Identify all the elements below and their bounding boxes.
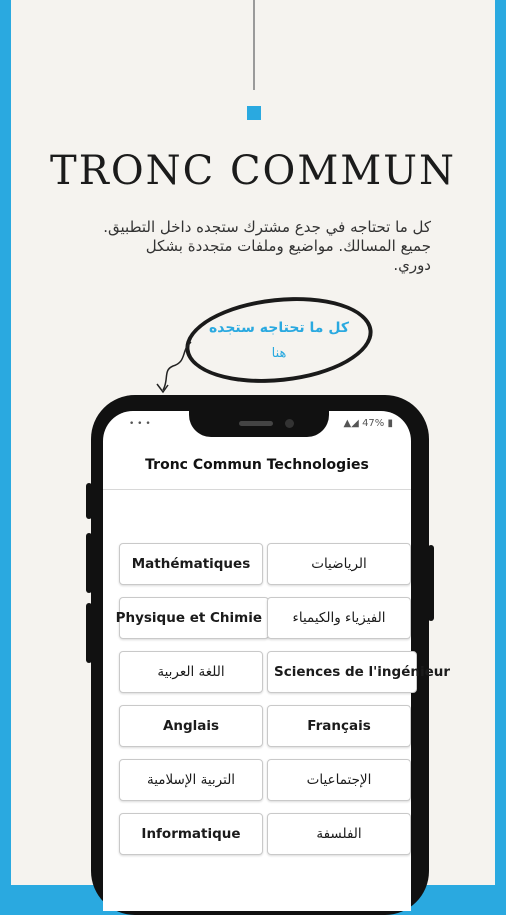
power-button [428, 545, 434, 621]
subject-row [103, 759, 411, 813]
subject-button-physics-ar[interactable]: الفيزياء والكيمياء [267, 597, 411, 639]
decorative-line [253, 0, 255, 90]
status-notifications: • • • [129, 419, 151, 429]
callout-bubble [181, 288, 377, 391]
subject-button-islamic[interactable]: التربية الإسلامية [119, 759, 263, 801]
headline: TRONC COMMUN [50, 148, 456, 194]
app-title: Tronc Commun Technologies [103, 441, 411, 490]
subject-row [103, 651, 451, 705]
battery-icon: ▮ [387, 418, 393, 429]
signal-icon: ▲◢ [343, 418, 359, 429]
battery-percent: 47% [362, 418, 385, 429]
subject-row [103, 813, 411, 867]
camera-icon [285, 419, 294, 428]
subject-row [103, 543, 411, 597]
subject-button-arabic[interactable]: اللغة العربية [119, 651, 263, 693]
promo-card [11, 0, 495, 885]
subject-button-math-ar[interactable]: الرياضيات [267, 543, 411, 585]
subject-grid [103, 543, 451, 867]
subject-button-english[interactable]: Anglais [119, 705, 263, 747]
subject-button-informatics[interactable]: Informatique [119, 813, 263, 855]
phone-mockup [91, 395, 451, 915]
subject-button-math-fr[interactable]: Mathématiques [119, 543, 263, 585]
accent-square [247, 106, 261, 120]
subject-row [103, 705, 411, 759]
battery-status [343, 418, 393, 429]
tagline-line: دوري. [393, 256, 431, 274]
tagline-line: كل ما تحتاجه في جدع مشترك ستجده داخل التطبيق. [103, 218, 431, 236]
speaker-icon [239, 421, 273, 426]
callout-subtext: هنا [271, 346, 287, 361]
subject-button-engineering[interactable]: Sciences de l'ingénieur [267, 651, 417, 693]
subject-row [103, 597, 411, 651]
volume-button [86, 533, 92, 593]
subject-button-physics-fr[interactable]: Physique et Chimie [119, 597, 269, 639]
volume-button [86, 603, 92, 663]
volume-button [86, 483, 92, 519]
tagline [71, 218, 431, 275]
callout-text: كل ما تحتاجه ستجده [208, 320, 349, 336]
subject-button-social[interactable]: الإجتماعيات [267, 759, 411, 801]
tagline-line: جميع المسالك. مواضيع وملفات متجددة بشكل [145, 237, 431, 255]
subject-button-french[interactable]: Français [267, 705, 411, 747]
phone-screen [103, 411, 451, 911]
subject-button-philosophy[interactable]: الفلسفة [267, 813, 411, 855]
phone-notch [189, 409, 329, 437]
arrow-icon [151, 340, 197, 398]
